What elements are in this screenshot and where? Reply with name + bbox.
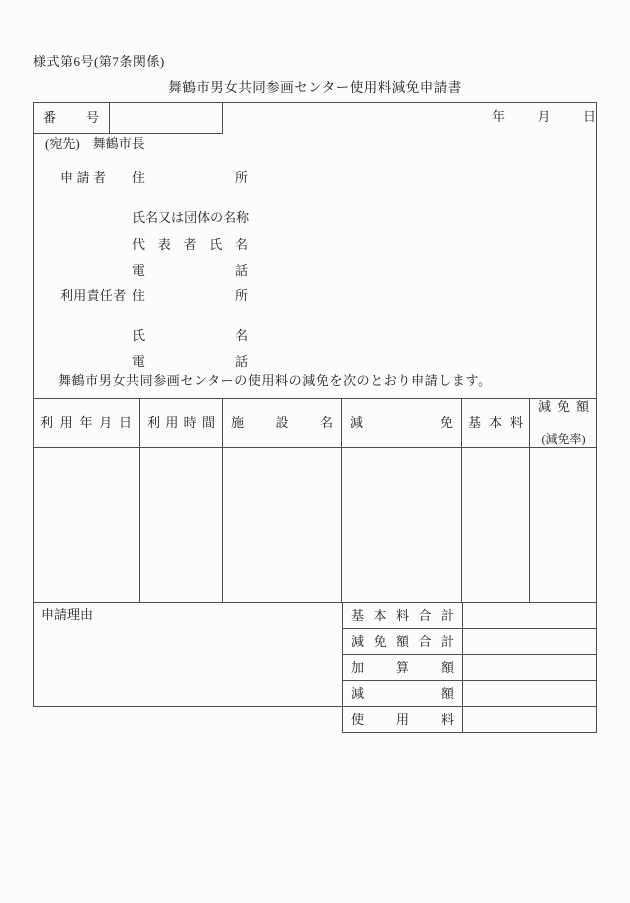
- reason-label: 申請理由: [41, 607, 94, 622]
- totals-value: [463, 707, 596, 732]
- applicant-address-row: [60, 170, 380, 186]
- number-value-box: [109, 102, 223, 134]
- totals-row-reduction-total: [343, 629, 596, 655]
- totals-label: 基 本 料 合 計: [351, 607, 454, 623]
- applicant-phone-row: [60, 263, 380, 279]
- applicant-name-or-group-label: 氏 名 又 は 団 体 の 名 称: [132, 210, 250, 225]
- applicant-representative-label: 代 表 者 氏 名: [132, 237, 248, 252]
- col-header-usage-time: 利 用 時 間: [140, 399, 223, 447]
- applicant-address-label: 住 所: [132, 170, 248, 185]
- totals-label: 減 額: [351, 685, 454, 701]
- totals-row-base-fee-total: [343, 603, 596, 629]
- usage-cell-time: [140, 448, 223, 602]
- col-header-usage-date: 利 用 年 月 日: [33, 399, 140, 447]
- col-header-facility-name: 施 設 名: [223, 399, 342, 447]
- declaration-text: 舞鶴市男女共同参画センターの使用料の減免を次のとおり申請します。: [58, 373, 492, 388]
- responsible-address-label: 住 所: [132, 288, 248, 303]
- responsible-name-row: [60, 328, 380, 344]
- totals-value: [463, 681, 596, 706]
- responsible-name-label: 氏 名: [132, 328, 248, 343]
- number-label-cell: [33, 102, 110, 134]
- usage-cell-base-fee: [462, 448, 530, 602]
- totals-table: [342, 602, 597, 733]
- number-label: 番 号: [43, 109, 99, 125]
- usage-table-body: [33, 448, 597, 603]
- col-header-reduction-amount: 減 免 額 (減免率): [538, 399, 589, 446]
- responsible-address-row: [60, 288, 380, 304]
- form-title: 舞鶴市男女共同参画センター使用料減免申請書: [168, 80, 462, 95]
- totals-value: [463, 629, 596, 654]
- totals-row-usage-fee: [343, 707, 596, 732]
- responsible-section-label: 利 用 責 任 者: [60, 288, 126, 303]
- totals-label: 減 免 額 合 計: [351, 633, 454, 649]
- totals-row-addition: [343, 655, 596, 681]
- usage-cell-date: [33, 448, 140, 602]
- addressee: (宛先) 舞鶴市長: [45, 136, 145, 151]
- col-header-base-fee: 基 本 料: [462, 399, 530, 447]
- totals-value: [463, 603, 596, 628]
- usage-cell-reduction: [342, 448, 462, 602]
- usage-cell-amount: [530, 448, 597, 602]
- applicant-phone-label: 電 話: [132, 263, 248, 278]
- usage-table-header: [33, 398, 597, 448]
- applicant-section-label: 申 請 者: [60, 170, 106, 185]
- applicant-representative-row: [60, 237, 380, 253]
- applicant-name-row: [60, 210, 380, 226]
- responsible-phone-label: 電 話: [132, 354, 248, 369]
- totals-label: 使 用 料: [351, 711, 454, 727]
- date-field: 年 月 日: [492, 109, 596, 124]
- totals-value: [463, 655, 596, 680]
- totals-row-deduction: [343, 681, 596, 707]
- col-header-reduction: 減 免: [342, 399, 462, 447]
- totals-label: 加 算 額: [351, 659, 454, 675]
- usage-cell-facility: [223, 448, 342, 602]
- responsible-phone-row: [60, 354, 380, 370]
- form-number-note: 様式第6号(第7条関係): [33, 54, 165, 69]
